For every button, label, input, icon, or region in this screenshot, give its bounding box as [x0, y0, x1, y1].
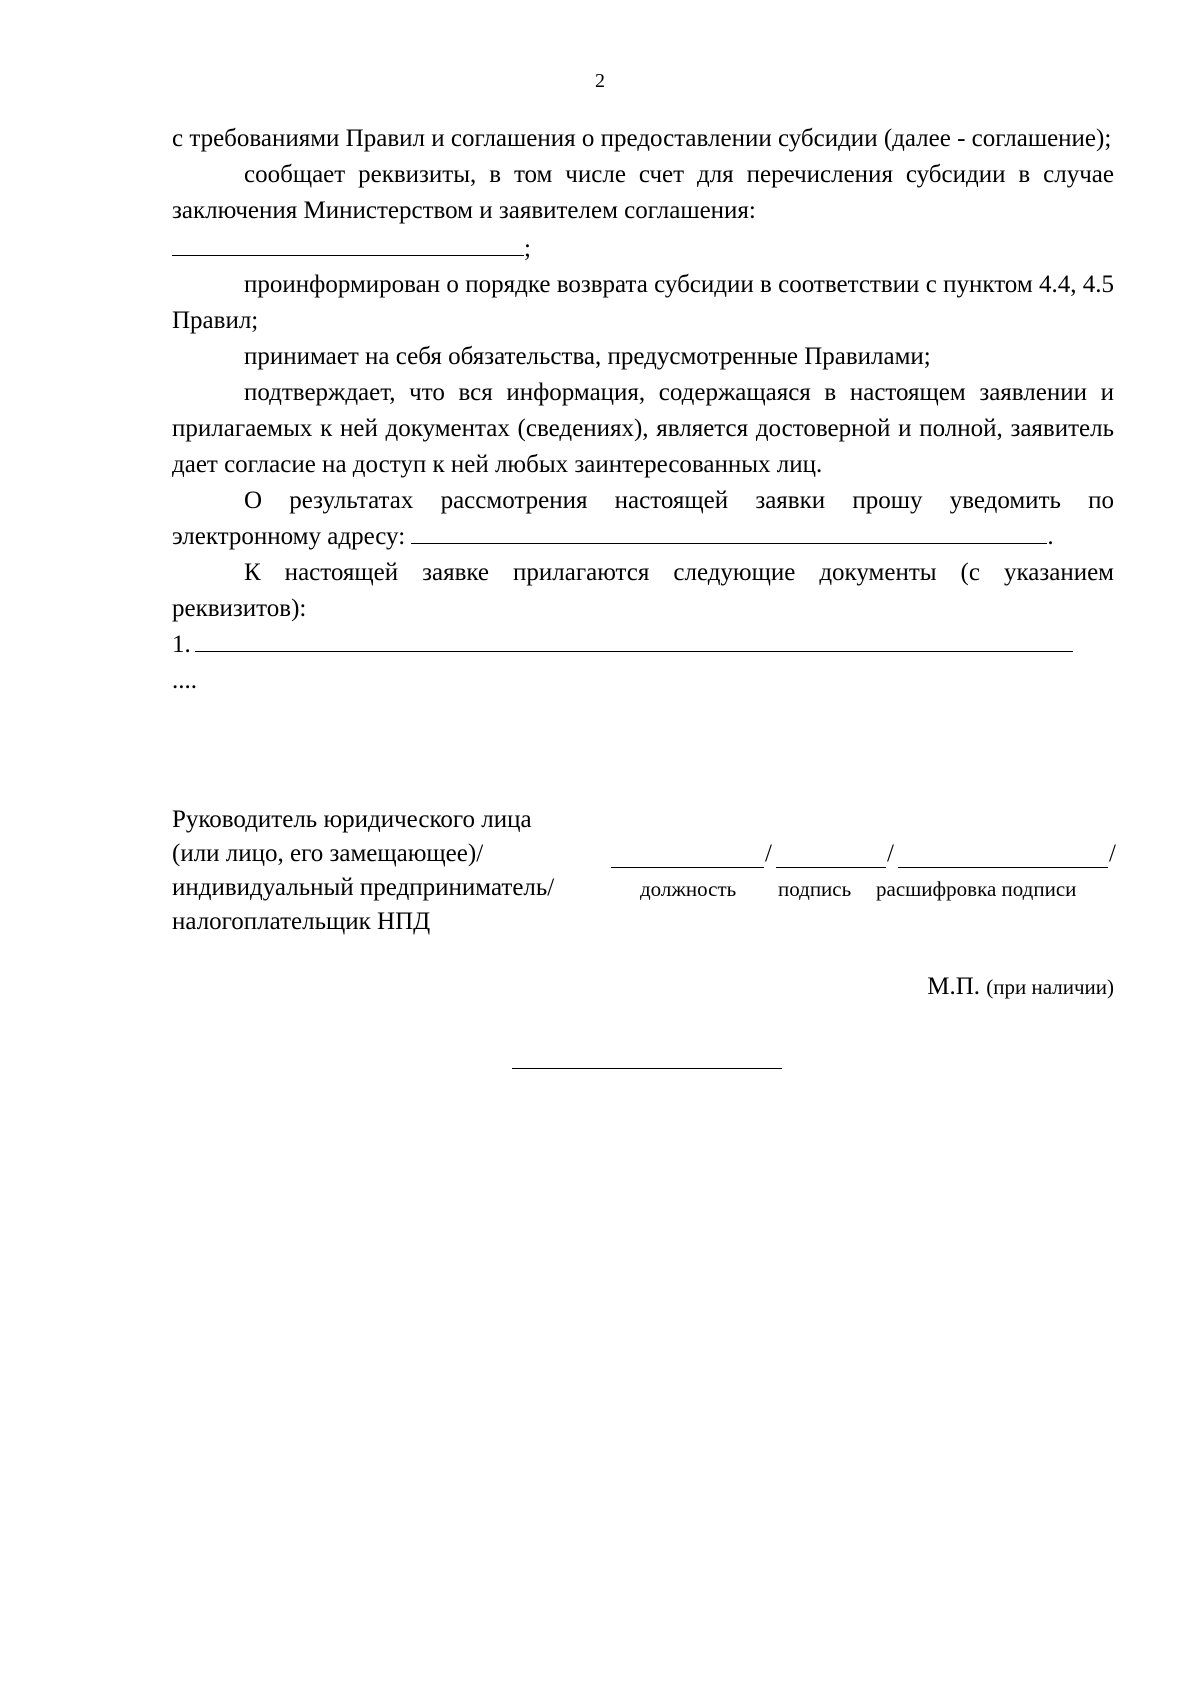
signature-slash: /: [765, 840, 772, 867]
attachment-item: [172, 627, 1114, 663]
paragraph-notification: [172, 483, 1114, 555]
seal-note: (при наличии): [986, 975, 1114, 999]
attachment-field: [195, 627, 1073, 652]
email-field: [411, 519, 1047, 544]
signature-slash: /: [1109, 840, 1116, 867]
attachment-number: 1.: [172, 631, 191, 658]
signer-line-1: Руководитель юридического лица: [172, 806, 532, 833]
signer-line-4: налогоплательщик НПД: [172, 908, 431, 935]
bank-details-field: [172, 229, 524, 256]
attachment-ellipsis: ....: [172, 667, 197, 694]
caption-signature: подпись: [778, 877, 852, 901]
position-field: [611, 867, 764, 868]
paragraph-confirmation: подтверждает, что вся информация, содержащаяся в настоящем заявлении и прилагаемых к ней документах (сведениях), является достоверной и полной, заявитель дает согласие на доступ к ней любых заинтересованных лиц.: [172, 379, 1114, 478]
signature-decoding-field: [898, 867, 1108, 868]
page-number: 2: [595, 70, 605, 92]
email-period: .: [1047, 523, 1054, 550]
paragraph-obligations: принимает на себя обязательства, предусмотренные Правилами;: [244, 343, 931, 370]
notification-text: О результатах рассмотрения настоящей заявки прошу уведомить по электронному адресу:: [172, 487, 1114, 550]
end-divider: [512, 1068, 782, 1069]
paragraph-bank-details: [172, 157, 1114, 267]
caption-position: должность: [640, 877, 737, 901]
signature-slash: /: [887, 840, 894, 867]
document-body: [172, 121, 1114, 699]
seal-label: М.П.: [927, 973, 981, 1000]
signer-line-2: (или лицо, его замещающее)/: [172, 840, 484, 867]
caption-signature-decoding: расшифровка подписи: [876, 877, 1077, 901]
bank-details-line: [172, 235, 531, 262]
paragraph-attachments: К настоящей заявке прилагаются следующие документы (с указанием реквизитов):: [172, 559, 1114, 622]
signature-field: [776, 867, 886, 868]
signer-block: [172, 803, 592, 939]
bank-details-text: сообщает реквизиты, в том числе счет для перечисления субсидии в случае заключения Министерством и заявителем соглашения:: [172, 161, 1114, 224]
seal-placeholder: [927, 973, 1114, 1001]
paragraph-requirements: с требованиями Правил и соглашения о предоставлении субсидии (далее - соглашение);: [172, 125, 1112, 152]
bank-details-semicolon: ;: [524, 235, 531, 262]
signature-lines: [611, 837, 1121, 871]
signer-line-3: индивидуальный предприниматель/: [172, 874, 555, 901]
email-line: [411, 523, 1053, 550]
paragraph-refund-order: проинформирован о порядке возврата субсидии в соответствии с пунктом 4.4, 4.5 Правил;: [172, 271, 1114, 334]
